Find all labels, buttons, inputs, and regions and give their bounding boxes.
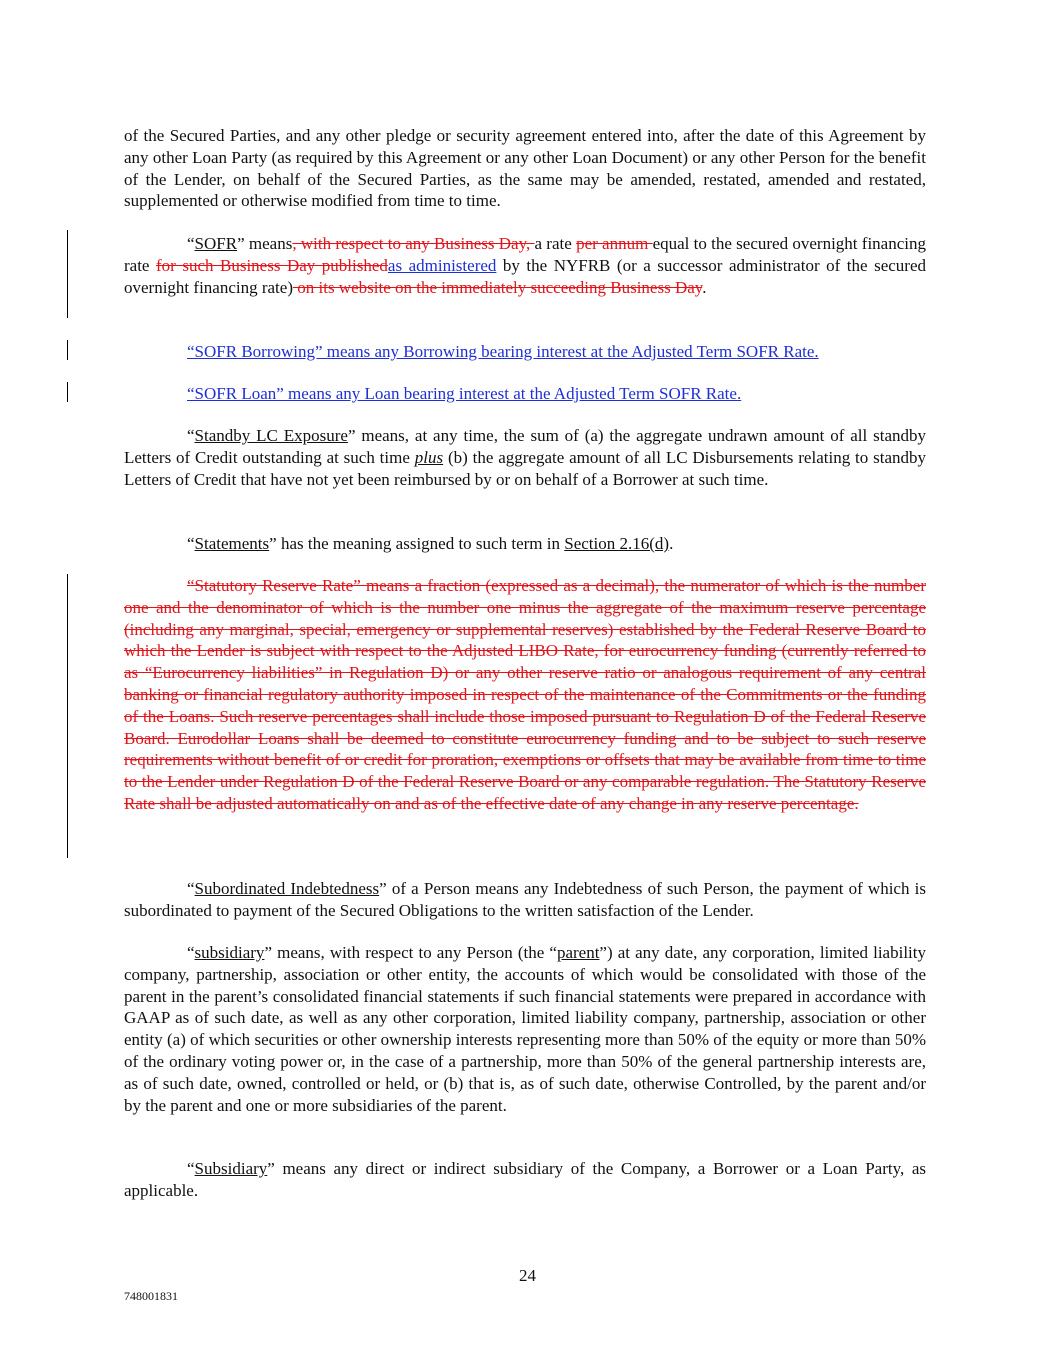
quote-open: “ xyxy=(187,1159,195,1178)
definition-statements xyxy=(124,533,926,555)
text: . xyxy=(702,277,707,297)
document-id: 748001831 xyxy=(124,1289,178,1303)
text: ”) at any date, any corporation, limited liability company, partnership, association or other entity, the accounts of which would be consolidated with those of the parent in the parent’s consolidated financial statements if such financial statements were prepared in accordance with GAAP as of such date, as well as any other corporation, limited liability company, partnership, association or other entity (a) of which securities or other ownership interests representing more than 50% of the equity or more than 50% of the ordinary voting power or, in the case of a partnership, more than 50% of the general partnership interests are, as of such date, owned, controlled or held, or (b) that is, as of such date, otherwise Controlled, by the parent and/or by the parent and one or more subsidiaries of the parent. xyxy=(124,943,926,1115)
text: . xyxy=(669,534,674,553)
inserted-text: as administered xyxy=(387,255,497,275)
definition-subordinated-indebtedness xyxy=(124,878,926,922)
text: by the NYFRB (or a successor administrator of the secured overnight financing rate) xyxy=(124,255,926,297)
emphasis-plus: plus xyxy=(414,447,444,467)
deleted-text: , with respect to any Business Day, xyxy=(292,234,535,253)
deleted-text: “Statutory Reserve Rate” means a fraction (expressed as a decimal), the numerator of which is the number one and the denominator of which is the number one minus the aggregate of the maximum reserve percentage (including any marginal, special, emergency or supplemental reserves) established by the Federal Reserve Board to which the Lender is subject with respect to the Adjusted LIBO Rate, for eurocurrency funding (currently referred to as “Eurocurrency liabilities” in Regulation D) or any other reserve ratio or analogous requirement of any central banking or financial regulatory authority imposed in respect of the maintenance of the Commitments or the funding of the Loans. Such reserve percentages shall include those imposed pursuant to Regulation D of the Federal Reserve Board. Eurodollar Loans shall be deemed to constitute eurocurrency funding and to be subject to such reserve requirements without benefit of or credit for proration, exemptions or offsets that may be available from time to time to the Lender under Regulation D of the Federal Reserve Board or any comparable regulation. The Statutory Reserve Rate shall be adjusted automatically on and as of the effective date of any change in any reserve percentage. xyxy=(124,576,926,813)
page-number: 24 xyxy=(519,1266,536,1285)
definition-subsidiary-lower xyxy=(124,942,926,1116)
defined-term-subordinated-indebtedness: Subordinated Indebtedness xyxy=(194,879,380,898)
text: ” means, at any time, the sum of (a) the aggregate undrawn amount of all standby Letters of Credit outstanding at such time xyxy=(124,426,926,467)
text: ” of a Person means any Indebtedness of such Person, the payment of which is subordinated to payment of the Secured Obligations to the written satisfaction of the Lender. xyxy=(124,879,926,920)
change-bar-statutory xyxy=(67,574,68,858)
change-bar-sofr-loan xyxy=(67,382,68,402)
defined-term-subsidiary-capital: Subsidiary xyxy=(194,1159,268,1178)
definition-statutory-reserve-rate xyxy=(124,575,926,815)
definition-subsidiary-upper xyxy=(124,1158,926,1202)
deleted-text: per annum xyxy=(576,234,653,253)
text: ” means xyxy=(237,234,293,253)
quote-open: “ xyxy=(187,943,195,962)
text: ” means, with respect to any Person (the “ xyxy=(264,943,557,962)
definition-sofr-loan xyxy=(124,383,926,405)
section-reference: Section 2.16(d) xyxy=(564,534,670,553)
text: ” means any direct or indirect subsidiary of the Company, a Borrower or a Loan Party, as applicable. xyxy=(124,1159,926,1200)
definition-sofr xyxy=(124,233,926,298)
change-bar-sofr-borrowing xyxy=(67,340,68,360)
quote-open: “ xyxy=(187,426,195,445)
inserted-text: “SOFR Loan” means any Loan bearing interest at the Adjusted Term SOFR Rate. xyxy=(187,384,742,403)
quote-open: “ xyxy=(187,879,195,898)
inserted-text: “SOFR Borrowing” means any Borrowing bearing interest at the Adjusted Term SOFR Rate. xyxy=(187,342,819,361)
defined-term-parent: parent xyxy=(556,943,600,962)
paragraph-intro: of the Secured Parties, and any other pledge or security agreement entered into, after the date of this Agreement by any other Loan Party (as required by this Agreement or any other Loan Document) or any other Person for the benefit of the Lender, on behalf of the Secured Parties, as the same may be amended, restated, amended and restated, supplemented or otherwise modified from time to time. xyxy=(124,126,926,211)
text: a rate xyxy=(534,234,577,253)
text: equal to the secured overnight financing rate xyxy=(124,234,926,275)
definition-sofr-borrowing xyxy=(124,341,926,363)
definition-standby-lc-exposure xyxy=(124,425,926,490)
text: (b) the aggregate amount of all LC Disbursements relating to standby Letters of Credit that have not yet been reimbursed by or on behalf of a Borrower at such time. xyxy=(124,447,926,489)
defined-term-standby-lc-exposure: Standby LC Exposure xyxy=(194,426,348,445)
change-bar-sofr xyxy=(67,230,68,318)
defined-term-statements: Statements xyxy=(194,534,270,553)
text: ” has the meaning assigned to such term in xyxy=(269,534,565,553)
quote-open: “ xyxy=(187,534,195,553)
defined-term-sofr: SOFR xyxy=(194,234,238,253)
defined-term-subsidiary: subsidiary xyxy=(194,943,265,962)
deleted-text: on its website on the immediately succeeding Business Day xyxy=(293,277,703,297)
quote-open: “ xyxy=(187,234,195,253)
deleted-text: for such Business Day published xyxy=(156,255,388,275)
